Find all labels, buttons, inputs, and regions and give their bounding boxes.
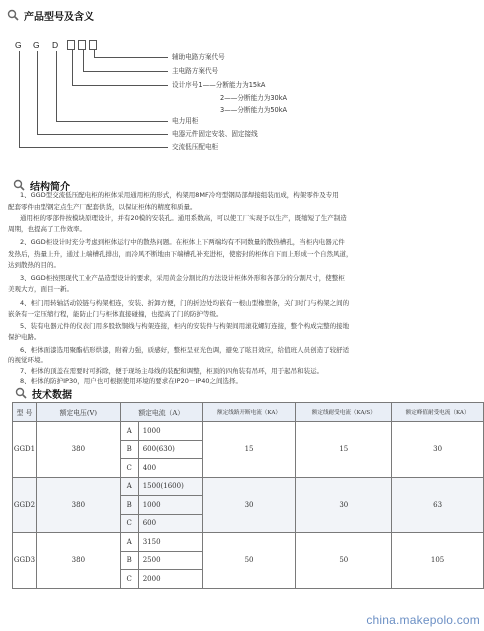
- cell-model: GGD3: [13, 533, 37, 589]
- structure-paragraph-line: 4、柜门用转轴活动铰链与构架相连，安装、折卸方便，门的折边处均嵌有一根山型橡塑条，关门时门与构架之间的: [20, 298, 350, 307]
- cell-current-code: C: [120, 514, 138, 533]
- cell-current-value: 2000: [138, 570, 202, 589]
- connector-line: [72, 50, 73, 85]
- structure-paragraph-line: 美观大方，面目一新。: [8, 285, 73, 294]
- cell-withstand: 50: [296, 533, 392, 589]
- cell-peak: 63: [392, 477, 484, 533]
- header-current: 额定电流（A）: [120, 403, 202, 422]
- cell-peak: 105: [392, 533, 484, 589]
- cell-current-value: 1000: [138, 422, 202, 441]
- table-row: [13, 422, 484, 441]
- table-header-row: [13, 403, 484, 422]
- cell-current-value: 400: [138, 459, 202, 478]
- cell-current-code: A: [120, 422, 138, 441]
- cell-current-value: 600: [138, 514, 202, 533]
- code-meaning-design-2: 2——分断能力为30kA: [220, 94, 288, 102]
- cell-current-value: 1500(1600): [138, 477, 202, 496]
- code-meaning-ac-lv-cabinet: 交流低压配电柜: [172, 143, 219, 151]
- structure-paragraph-line: 3、GGD柜按照现代工业产品造型设计的要求，采用黄金分割比的方法设计柜体外形和各部分的分割尺寸，使整柜: [20, 274, 345, 283]
- structure-paragraph-line: 达到散热的目的。: [8, 260, 60, 269]
- cell-current-code: B: [120, 551, 138, 570]
- cell-current-code: B: [120, 440, 138, 459]
- table-row: [13, 533, 484, 552]
- magnifier-icon: [14, 387, 28, 399]
- cell-current-code: C: [120, 459, 138, 478]
- cell-current-value: 1000: [138, 496, 202, 515]
- header-peak: 额定峰值耐受电流（KA）: [392, 403, 484, 422]
- code-box-3: [89, 40, 97, 50]
- connector-line: [19, 147, 168, 148]
- code-meaning-aux-circuit: 辅助电路方案代号: [172, 53, 225, 61]
- code-meaning-design-3: 3——分断能力为50kA: [220, 106, 288, 114]
- connector-line: [83, 71, 168, 72]
- code-letter-2: G: [33, 40, 40, 50]
- cell-voltage: 380: [36, 422, 120, 478]
- cell-voltage: 380: [36, 477, 120, 533]
- table-row: [13, 477, 484, 496]
- connector-line: [72, 85, 168, 86]
- code-box-1: [67, 40, 75, 50]
- structure-paragraph-line: 1、GGD型交流低压配电柜的柜体采用通用柜的形式，构架用8MF冷弯型钢局部焊接组装而成，构架零件及专用: [20, 191, 339, 200]
- structure-paragraph-line: 7、柜体的顶盖在需要时可拆除，便于现场主母线的装配和调整，柜顶的四角装有吊环，用于起吊和装运。: [20, 367, 324, 376]
- code-letter-1: G: [15, 40, 22, 50]
- cell-breaking: 30: [202, 477, 296, 533]
- structure-paragraph-line: 嵌条有一定压缩行程，能防止门与柜体直接碰撞，也提高了门的防护等级。: [8, 309, 223, 318]
- connector-line: [37, 134, 168, 135]
- connector-line: [94, 57, 168, 58]
- connector-line: [56, 51, 57, 121]
- cell-withstand: 15: [296, 422, 392, 478]
- watermark-text: china.makepolo.com: [366, 613, 480, 627]
- code-meaning-fixed-install: 电器元件固定安装、固定接线: [172, 130, 258, 138]
- structure-paragraph-line: 6、柜体面漆选用聚酯桔形烘漆，附着力强，质感好，整柜呈亚光色调，避免了眩目效应，给值班人员创造了较舒适: [20, 345, 350, 354]
- structure-paragraph-line: 8、柜体的防护IP30，用户也可根据使用环境的要求在IP20－IP40之间选择。: [20, 377, 242, 386]
- header-withstand: 额定线耐受电流（KA/S）: [296, 403, 392, 422]
- code-box-2: [78, 40, 86, 50]
- code-meaning-design-1: 设计序号1——分断能力为15kA: [172, 81, 266, 89]
- structure-paragraph-line: 配套零件由型钢定点生产厂配套供货，以保证柜体的精度和质量。: [8, 202, 197, 211]
- cell-peak: 30: [392, 422, 484, 478]
- cell-current-value: 600(630): [138, 440, 202, 459]
- cell-current-code: A: [120, 533, 138, 552]
- code-meaning-power-cabinet: 电力用柜: [172, 117, 199, 125]
- tech-data-table: [12, 402, 484, 589]
- cell-model: GGD1: [13, 422, 37, 478]
- cell-current-value: 3150: [138, 533, 202, 552]
- cell-current-value: 2500: [138, 551, 202, 570]
- connector-line: [19, 51, 20, 147]
- code-letter-3: D: [52, 40, 59, 50]
- header-voltage: 额定电压(V): [36, 403, 120, 422]
- structure-paragraph-line: 2、GGD柜设计时充分考虑到柜体运行中的散热问题。在柜体上下两端均有不同数量的散热槽孔，当柜内电器元件: [20, 238, 345, 247]
- cell-voltage: 380: [36, 533, 120, 589]
- header-model: 型 号: [13, 403, 37, 422]
- code-meaning-main-circuit: 主电路方案代号: [172, 67, 219, 75]
- structure-paragraph-line: 通用柜的零部件按模块原理设计，并有20模的安装孔。通用系数高，可以使工厂实现予以生产，既缩短了生产制造: [20, 213, 347, 222]
- connector-line: [83, 50, 84, 71]
- structure-paragraph-line: 的视觉环境。: [8, 355, 47, 364]
- cell-current-code: C: [120, 570, 138, 589]
- connector-line: [37, 51, 38, 134]
- cell-withstand: 30: [296, 477, 392, 533]
- cell-current-code: B: [120, 496, 138, 515]
- cell-breaking: 15: [202, 422, 296, 478]
- cell-model: GGD2: [13, 477, 37, 533]
- connector-line: [56, 121, 168, 122]
- header-breaking: 额定线路开断电流（KA）: [202, 403, 296, 422]
- structure-paragraph-line: 周期，也提高了工作效率。: [8, 225, 86, 234]
- structure-paragraph-line: 发热后，热量上升，通过上端槽孔排出，而冷风不断地由下端槽孔补充进柜，使密封的柜体自下而上形成一个自然风道，: [8, 249, 353, 258]
- structure-section-title: 结构简介: [30, 182, 70, 193]
- magnifier-icon: [6, 9, 20, 21]
- structure-paragraph-line: 保护电路。: [8, 333, 41, 342]
- cell-breaking: 50: [202, 533, 296, 589]
- cell-current-code: A: [120, 477, 138, 496]
- connector-line: [94, 50, 95, 57]
- structure-paragraph-line: 5、装有电器元件的仪表门用多股软铜线与构架连接，柜内的安装件与构架间用滚花螺钉连接，整个构成完整的接地: [20, 322, 350, 331]
- tech-section-title: 技术数据: [32, 390, 72, 401]
- model-section-title: 产品型号及含义: [24, 12, 94, 23]
